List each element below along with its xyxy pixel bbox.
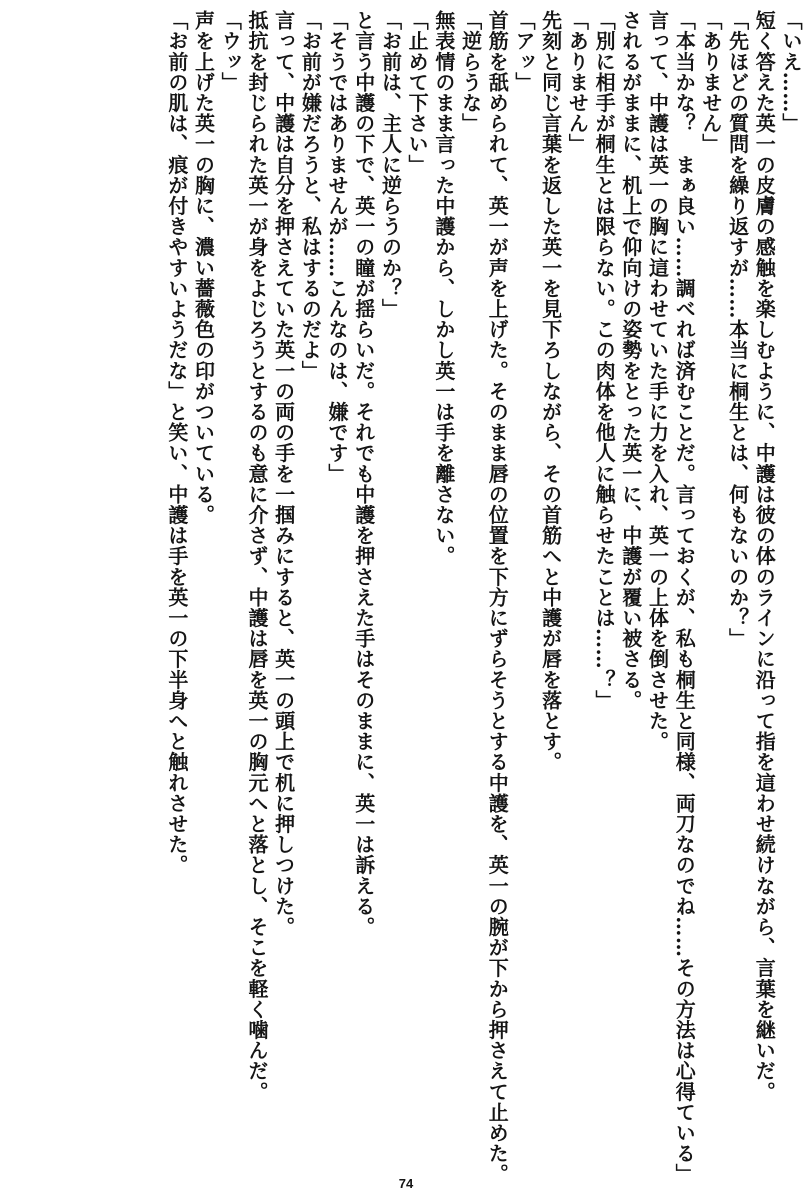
- text-line: 「ありません」: [698, 10, 723, 155]
- text-line: 先刻と同じ言葉を返した英一を見下ろしながら、その首筋へと中護が唇を落とす。: [538, 10, 563, 773]
- text-line: 「お前が嫌だろうと、私はするのだよ」: [298, 10, 323, 381]
- text-line: 「ウッ」: [218, 10, 243, 93]
- text-line: 「アッ」: [511, 10, 536, 93]
- text-line: 「そうではありませんが……こんなのは、嫌です」: [325, 10, 350, 484]
- text-line: 「ありません」: [565, 10, 590, 155]
- text-line: 「本当かな？ まぁ良い……調べれば済むことだ。言っておくが、私も桐生と同様、両刀なのでね……その方法は心得ている」: [672, 10, 697, 1185]
- text-line: 「先ほどの質問を繰り返すが……本当に桐生とは、何もないのか？」: [725, 10, 750, 649]
- page-number: 74: [398, 1176, 414, 1191]
- text-line: 首筋を舐められて、英一が声を上げた。そのまま唇の位置を下方にずらそうとする中護を、英一の腕が下から押さえて止めた。: [485, 10, 510, 1185]
- text-line: 言って、中護は自分を押さえていた英一の両の手を一掴みにすると、英一の頭上で机に押しつけた。: [271, 10, 296, 937]
- text-line: 「いえ……」: [779, 10, 803, 134]
- text-line: 「別に相手が桐生とは限らない。この肉体を他人に触らせたことは……？」: [592, 10, 617, 711]
- text-line: と言う中護の下で、英一の瞳が揺らいだ。それでも中護を押さえた手はそのままに、英一は訴える。: [351, 10, 376, 937]
- text-line: 「お前の肌は、痕が付きやすいようだな」と笑い、中護は手を英一の下半身へと触れさせた。: [164, 10, 189, 876]
- text-line: 「止めて下さい」: [405, 10, 430, 175]
- text-line: 「逆らうな」: [458, 10, 483, 134]
- text-line: 「お前は、主人に逆らうのか？」: [378, 10, 403, 319]
- text-line: 無表情のまま言った中護から、しかし英一は手を離さない。: [431, 10, 456, 567]
- text-line: 声を上げた英一の胸に、濃い薔薇色の印がついている。: [191, 10, 216, 525]
- text-line: 言って、中護は英一の胸に這わせていた手に力を入れ、英一の上体を倒させた。: [645, 10, 670, 752]
- text-line: 抵抗を封じられた英一が身をよじろうとするのも意に介さず、中護は唇を英一の胸元へと落とし、そこを軽く噛んだ。: [244, 10, 269, 1102]
- text-line: されるがままに、机上で仰向けの姿勢をとった英一に、中護が覆い被さる。: [618, 10, 643, 711]
- text-line: 短く答えた英一の皮膚の感触を楽しむように、中護は彼の体のラインに沿って指を這わせ続けながら、言葉を継いだ。: [752, 10, 777, 1102]
